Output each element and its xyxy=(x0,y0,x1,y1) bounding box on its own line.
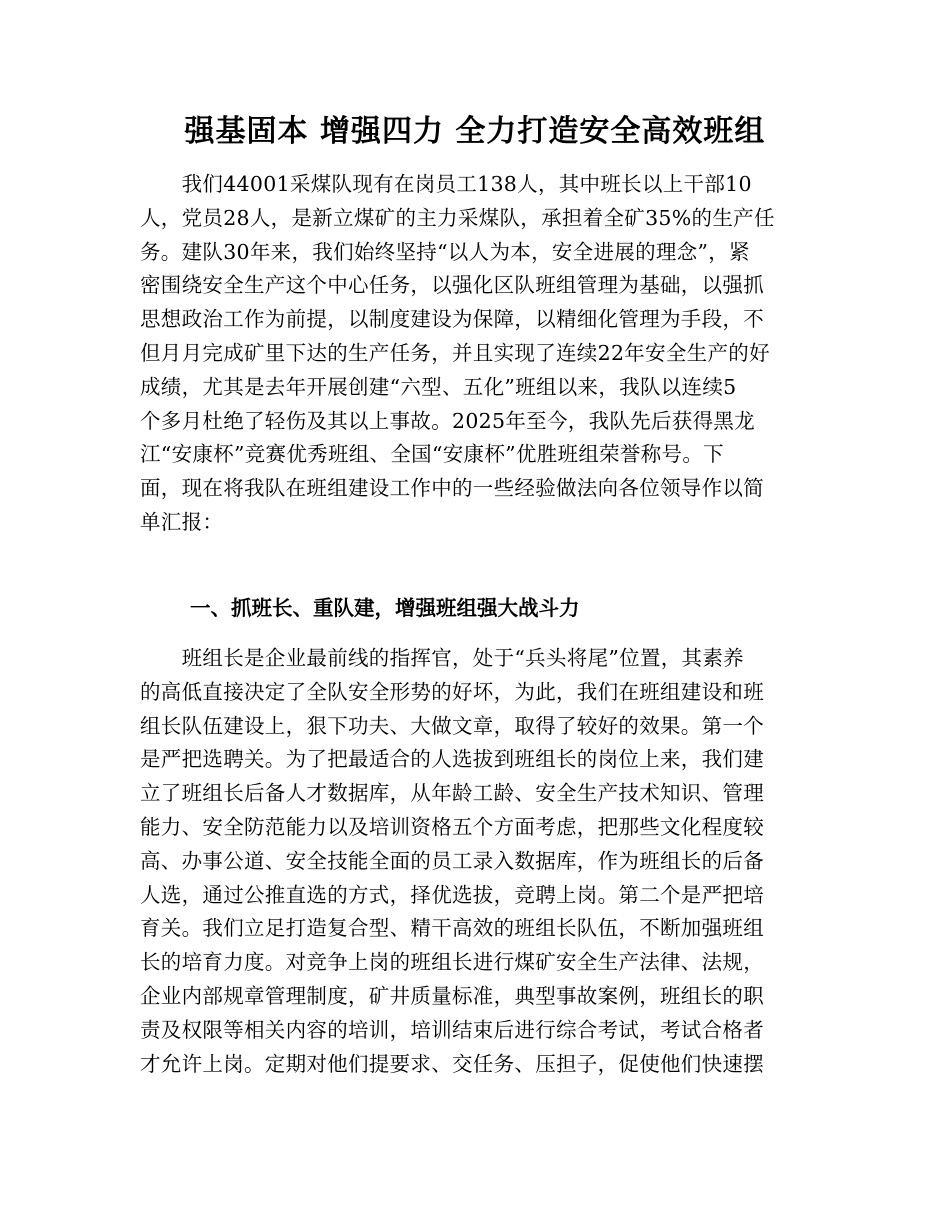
paragraph-line: 是严把选聘关。为了把最适合的人选拔到班组长的岗位上来，我们建 xyxy=(140,747,764,772)
paragraph-line: 高、办事公道、安全技能全面的员工录入数据库，作为班组长的后备 xyxy=(140,848,764,873)
paragraph-line: 长的培育力度。对竞争上岗的班组长进行煤矿安全生产法律、法规， xyxy=(140,950,764,975)
paragraph-line: 但月月完成矿里下达的生产任务，并且实现了连续22年安全生产的好 xyxy=(140,340,770,365)
paragraph-line: 人选，通过公推直选的方式，择优选拔，竞聘上岗。第二个是严把培 xyxy=(140,882,764,907)
paragraph-line: 的高低直接决定了全队安全形势的好坏，为此，我们在班组建设和班 xyxy=(140,679,764,704)
paragraph-line: 组长队伍建设上，狠下功夫、大做文章，取得了较好的效果。第一个 xyxy=(140,713,764,738)
paragraph-line: 企业内部规章管理制度，矿井质量标准，典型事故案例，班组长的职 xyxy=(140,983,764,1008)
paragraph-line: 能力、安全防范能力以及培训资格五个方面考虑，把那些文化程度较 xyxy=(140,814,764,839)
document-title: 强基固本 增强四力 全力打造安全高效班组 xyxy=(184,114,766,149)
paragraph-line: 密围绕安全生产这个中心任务，以强化区队班组管理为基础，以强抓 xyxy=(140,273,764,298)
paragraph-line: 面，现在将我队在班组建设工作中的一些经验做法向各位领导作以简 xyxy=(140,476,764,501)
paragraph-line: 务。建队30年来，我们始终坚持“以人为本，安全进展的理念”，紧 xyxy=(140,239,750,264)
section-heading: 一、抓班长、重队建，增强班组强大战斗力 xyxy=(190,596,580,620)
paragraph-line: 才允许上岗。定期对他们提要求、交任务、压担子，促使他们快速摆 xyxy=(140,1051,764,1076)
paragraph-line: 我们44001采煤队现有在岗员工138人，其中班长以上干部10 xyxy=(140,172,752,196)
paragraph-line: 单汇报： xyxy=(140,509,224,534)
paragraph-line: 江“安康杯”竞赛优秀班组、全国“安康杯”优胜班组荣誉称号。下 xyxy=(140,442,724,467)
paragraph-line: 育关。我们立足打造复合型、精干高效的班组长队伍，不断加强班组 xyxy=(140,916,764,941)
paragraph-line: 个多月杜绝了轻伤及其以上事故。2025年至今，我队先后获得黑龙 xyxy=(140,408,755,433)
intro-paragraph xyxy=(140,168,810,540)
paragraph-line: 人，党员28人，是新立煤矿的主力采煤队，承担着全矿35%的生产任 xyxy=(140,205,775,230)
paragraph-line: 责及权限等相关内容的培训，培训结束后进行综合考试，考试合格者 xyxy=(140,1017,764,1042)
section-paragraph xyxy=(140,642,810,1081)
paragraph-line: 班组长是企业最前线的指挥官，处于“兵头将尾”位置，其素养 xyxy=(140,646,744,670)
paragraph-line: 思想政治工作为前提，以制度建设为保障，以精细化管理为手段，不 xyxy=(140,307,764,332)
paragraph-line: 立了班组长后备人才数据库，从年龄工龄、安全生产技术知识、管理 xyxy=(140,781,764,806)
paragraph-line: 成绩，尤其是去年开展创建“六型、五化”班组以来，我队以连续5 xyxy=(140,374,737,399)
